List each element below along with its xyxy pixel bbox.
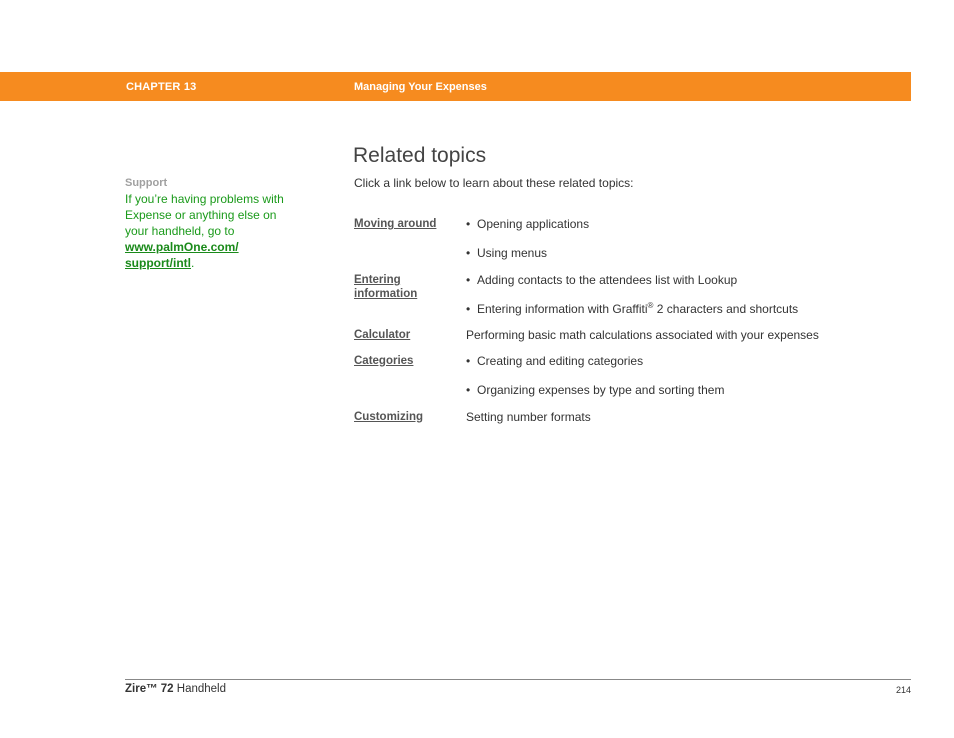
support-link[interactable] — [125, 240, 239, 270]
sidebar-text — [125, 191, 300, 271]
bullet: • — [466, 354, 471, 368]
sidebar-period: . — [191, 256, 195, 270]
topic-text: Setting number formats — [466, 410, 591, 424]
link-categories[interactable]: Categories — [354, 355, 414, 367]
link-line2: information — [354, 288, 418, 300]
link-customizing[interactable]: Customizing — [354, 411, 423, 423]
topic-item-text: Using menus — [477, 246, 548, 260]
sidebar-body: If you’re having problems with Expense or anything else on your handheld, go to — [125, 192, 284, 238]
link-calculator[interactable]: Calculator — [354, 329, 411, 341]
list-item — [466, 383, 724, 397]
bullet: • — [466, 383, 471, 397]
link-line1: Entering — [354, 274, 401, 286]
page-title: Related topics — [353, 144, 487, 167]
link-moving-around[interactable]: Moving around — [354, 218, 437, 230]
product-name-bold: Zire™ 72 — [125, 683, 174, 695]
bullet: • — [466, 273, 471, 287]
list-item — [466, 217, 589, 231]
chapter-label: CHAPTER 13 — [126, 81, 197, 93]
list-item — [466, 246, 547, 260]
chapter-title: Managing Your Expenses — [354, 81, 487, 93]
bullet: • — [466, 246, 471, 260]
topic-item-text: Entering information with Graffiti — [477, 302, 648, 316]
list-item — [466, 273, 737, 287]
support-sidebar — [125, 175, 300, 271]
topic-item-text: Organizing expenses by type and sorting them — [477, 383, 725, 397]
chapter-header-bar — [0, 72, 911, 101]
bullet: • — [466, 217, 471, 231]
support-link-line1: www.palmOne.com/ — [125, 240, 239, 254]
product-name-rest: Handheld — [173, 683, 227, 695]
registered-mark: ® — [647, 301, 654, 310]
topic-item-text: Creating and editing categories — [477, 354, 644, 368]
topic-item-text: Adding contacts to the attendees list with Lookup — [477, 273, 738, 287]
link-entering-information[interactable] — [354, 273, 454, 301]
intro-text: Click a link below to learn about these related topics: — [354, 176, 634, 190]
bullet: • — [466, 302, 471, 316]
topic-text: Performing basic math calculations associated with your expenses — [466, 328, 819, 342]
topic-item-text: Opening applications — [477, 217, 590, 231]
list-item — [466, 301, 798, 316]
page-number: 214 — [895, 685, 911, 695]
topic-item-text: 2 characters and shortcuts — [653, 302, 799, 316]
sidebar-heading: Support — [125, 177, 168, 189]
list-item — [466, 354, 643, 368]
support-link-line2: support/intl — [125, 256, 191, 270]
footer-product-name — [125, 683, 226, 695]
footer-divider — [125, 679, 911, 680]
